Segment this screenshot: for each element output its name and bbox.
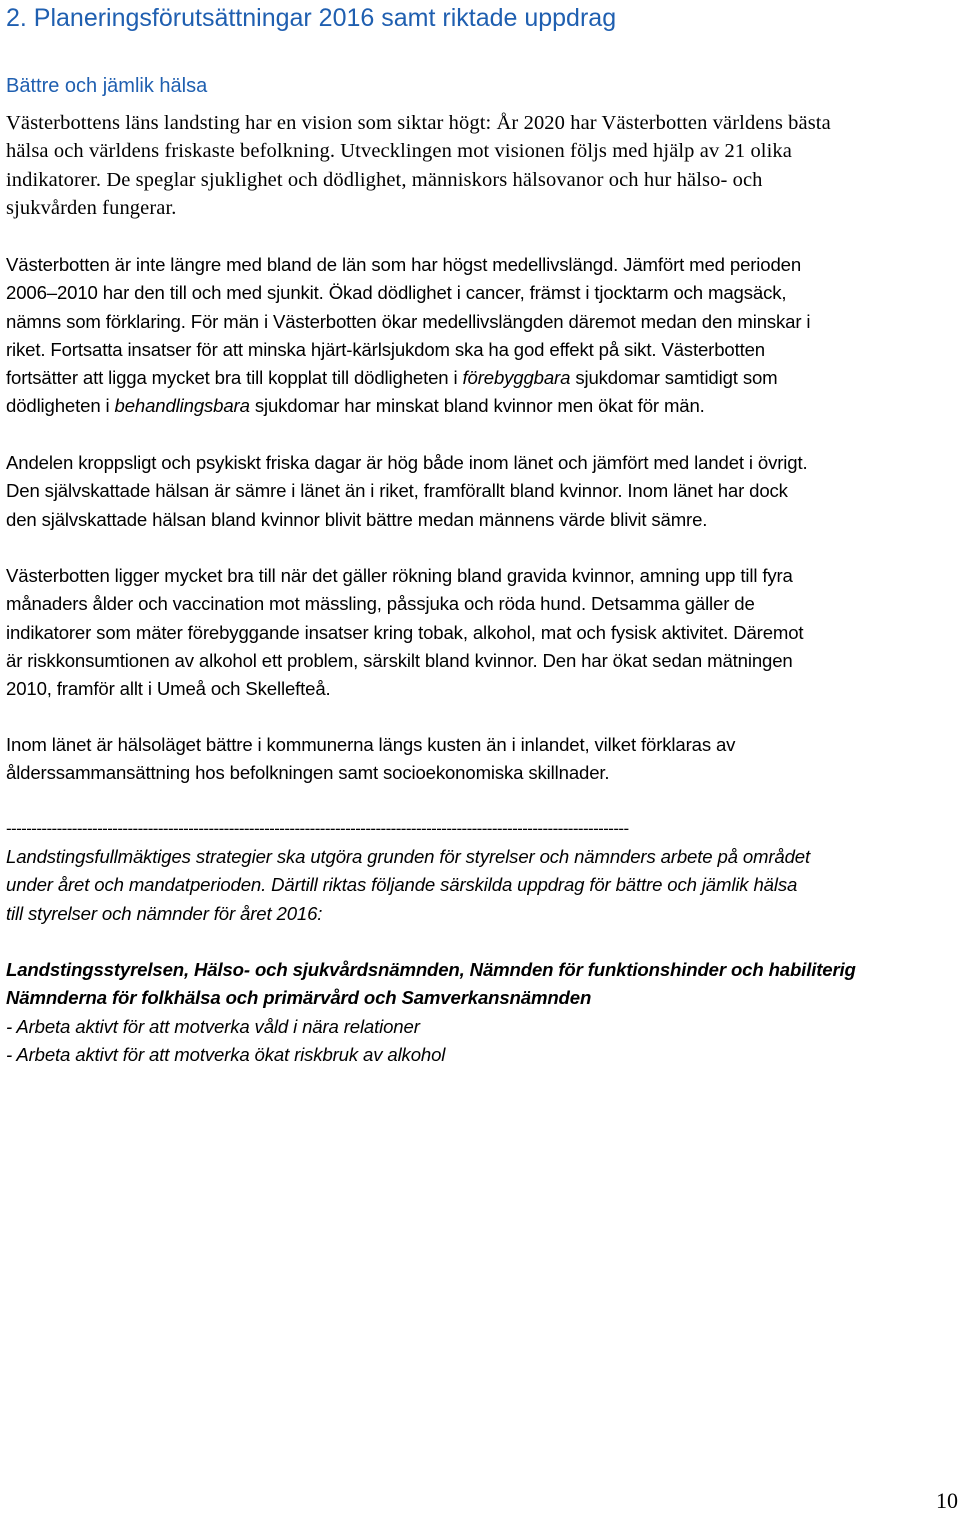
assignment-task: - Arbeta aktivt för att motverka ökat riskbruk av alkohol (6, 1043, 446, 1065)
paragraph-line: till styrelser och nämnder för året 2016: (6, 902, 323, 924)
italic-term: förebyggbara (462, 367, 571, 389)
paragraph-line: Västerbotten är inte längre med bland de län som har högst medellivslängd. Jämfört med perioden (6, 254, 802, 275)
self-rated-health-paragraph (6, 449, 954, 534)
intro-line: Västerbottens läns landsting har en vision som siktar högt: År 2020 har Västerbotten världens bästa (6, 112, 831, 134)
paragraph-line: den självskattade hälsan bland kvinnor blivit bättre medan männens värde blivit sämre. (6, 508, 708, 530)
italic-term: behandlingsbara (114, 395, 250, 417)
assignment-recipients: Nämnderna för folkhälsa och primärvård och Samverkansnämnden (6, 987, 592, 1009)
section-heading: 2. Planeringsförutsättningar 2016 samt riktade uppdrag (6, 4, 617, 32)
subsection-heading: Bättre och jämlik hälsa (6, 75, 208, 97)
paragraph-line: Den självskattade hälsan är sämre i länet än i riket, framförallt bland kvinnor. Inom länet har dock (6, 480, 788, 502)
paragraph-line: 2006–2010 har den till och med sjunkit. Ökad dödlighet i cancer, främst i tjocktarm och magsäck, (6, 282, 787, 304)
paragraph-line: 2010, framför allt i Umeå och Skellefteå. (6, 678, 331, 700)
paragraph-line: Landstingsfullmäktiges strategier ska utgöra grunden för styrelser och nämnders arbete på området (6, 846, 811, 867)
assignment-block (6, 956, 954, 1069)
paragraph-line: nämns som förklaring. För män i Västerbotten ökar medellivslängden däremot medan den minskar i (6, 310, 811, 332)
paragraph-line: Inom länet är hälsoläget bättre i kommunerna längs kusten än i inlandet, vilket förklaras av (6, 734, 736, 755)
life-expectancy-paragraph (6, 251, 954, 421)
intro-line: sjukvården fungerar. (6, 196, 177, 219)
page-number: 10 (936, 1488, 958, 1513)
paragraph-line: månaders ålder och vaccination mot mässling, påssjuka och röda hund. Detsamma gäller de (6, 593, 755, 615)
paragraph-line: Västerbotten ligger mycket bra till när det gäller rökning bland gravida kvinnor, amning upp till fyra (6, 565, 793, 586)
intro-line: hälsa och världens friskaste befolkning. Utvecklingen mot visionen följs med hjälp av 21 olika (6, 140, 792, 163)
text-run: fortsätter att ligga mycket bra till kopplat till dödligheten i (6, 367, 463, 389)
lifestyle-paragraph (6, 562, 954, 703)
intro-paragraph (6, 109, 954, 222)
text-run: sjukdomar samtidigt som (570, 367, 778, 389)
assignment-recipients: Landstingsstyrelsen, Hälso- och sjukvårdsnämnden, Nämnden för funktionshinder och habiliterig (6, 959, 856, 980)
paragraph-line: riket. Fortsatta insatser för att minska hjärt-kärlsjukdom ska ha god effekt på sikt. Västerbotten (6, 338, 766, 360)
text-run: dödligheten i (6, 395, 115, 417)
intro-line: indikatorer. De speglar sjuklighet och dödlighet, människors hälsovanor och hur hälso- och (6, 168, 763, 191)
paragraph-line (6, 392, 954, 420)
paragraph-line: Andelen kroppsligt och psykiskt friska dagar är hög både inom länet och jämfört med landet i övrigt. (6, 452, 808, 473)
assignment-task: - Arbeta aktivt för att motverka våld i nära relationer (6, 1015, 420, 1037)
strategy-paragraph (6, 843, 954, 928)
paragraph-line: indikatorer som mäter förebyggande insatser kring tobak, alkohol, mat och fysisk aktivitet. Däremot (6, 621, 804, 643)
paragraph-line: under året och mandatperioden. Därtill riktas följande särskilda uppdrag för bättre och jämlik hälsa (6, 874, 798, 896)
paragraph-line (6, 364, 954, 392)
paragraph-line: är riskkonsumtionen av alkohol ett problem, särskilt bland kvinnor. Den har ökat sedan mätningen (6, 649, 793, 671)
dashed-separator: --------------------------------------------------------------------------------------------------------------------------- (6, 819, 629, 838)
text-run: sjukdomar har minskat bland kvinnor men ökat för män. (249, 395, 705, 417)
regional-differences-paragraph (6, 731, 954, 788)
paragraph-line: ålderssammansättning hos befolkningen samt socioekonomiska skillnader. (6, 762, 610, 784)
